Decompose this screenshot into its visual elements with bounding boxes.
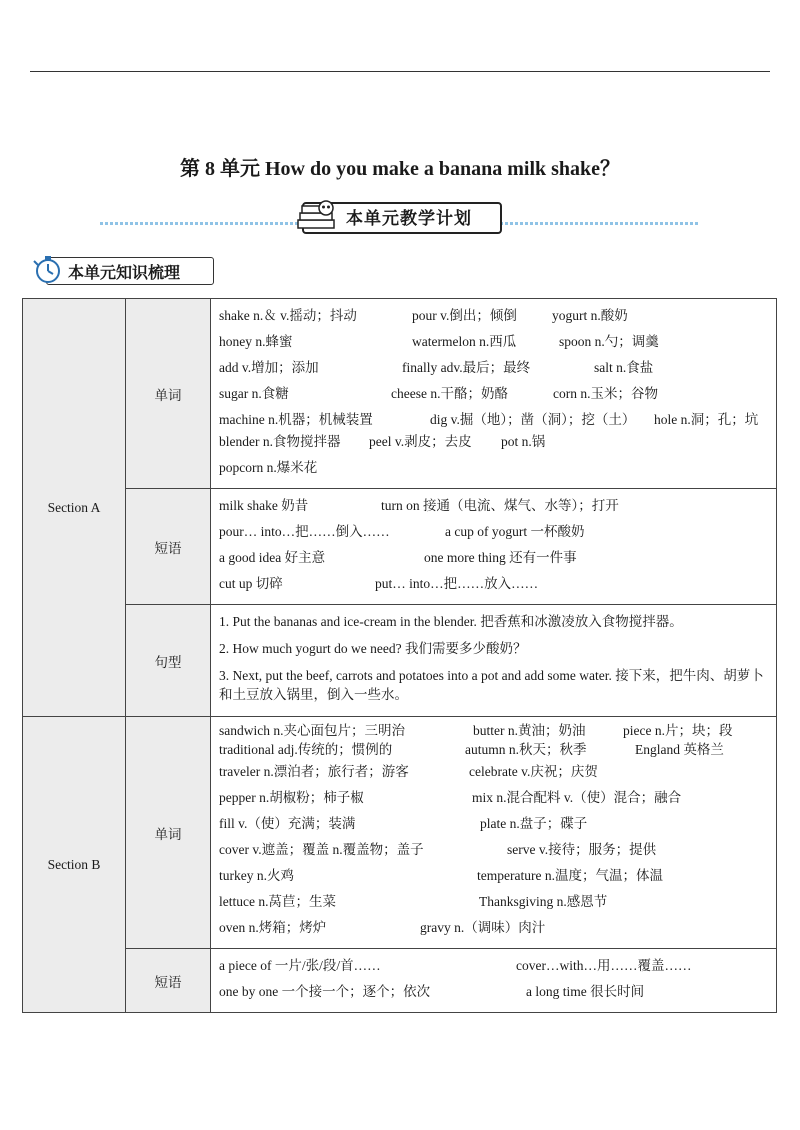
knowledge-section-tag: [30, 253, 214, 285]
entry: milk shake 奶昔: [219, 498, 309, 513]
category-cell: 单词: [126, 717, 211, 949]
entry: machine n.机器；机械装置: [219, 412, 373, 427]
entry: finally adv.最后；最终: [402, 360, 531, 375]
entry: a piece of 一片/张/段/首……: [219, 958, 381, 973]
phrase-line: [219, 982, 768, 1001]
entry: oven n.烤箱；烤炉: [219, 920, 327, 935]
entry: traveler n.漂泊者；旅行者；游客: [219, 764, 409, 779]
entry: hole n.洞；孔；坑: [654, 412, 759, 427]
entry: lettuce n.莴苣；生菜: [219, 894, 336, 909]
entry: temperature n.温度；气温；体温: [477, 868, 663, 883]
entry: cover v.遮盖；覆盖 n.覆盖物；盖子: [219, 842, 424, 857]
section-b-cell: Section B: [23, 717, 126, 1013]
table-row: [23, 605, 777, 717]
page-title: 第 8 单元 How do you make a banana milk shake？: [179, 158, 621, 180]
word-line: [219, 740, 768, 759]
entry: spoon n.勺；调羹: [559, 334, 659, 349]
sentence: 1. Put the bananas and ice-cream in the blender. 把香蕉和冰激凌放入食物搅拌器。: [219, 614, 683, 629]
table-row: [23, 949, 777, 1013]
entry: England 英格兰: [635, 742, 724, 757]
word-line: [219, 332, 768, 351]
entry: pepper n.胡椒粉；柿子椒: [219, 790, 364, 805]
entry: sandwich n.夹心面包片；三明治: [219, 723, 405, 738]
word-line: [219, 306, 768, 325]
entry: cheese n.干酪；奶酪: [391, 386, 508, 401]
table-row: [23, 717, 777, 949]
word-line: [219, 358, 768, 377]
entry: peel v.剥皮；去皮: [369, 434, 472, 449]
entry: sugar n.食糖: [219, 386, 289, 401]
entry: one by one 一个接一个；逐个；依次: [219, 984, 431, 999]
entry: honey n.蜂蜜: [219, 334, 293, 349]
section-a-cell: Section A: [23, 299, 126, 717]
entry: popcorn n.爆米花: [219, 460, 318, 475]
category-cell: 单词: [126, 299, 211, 489]
entry: pour v.倒出；倾倒: [412, 308, 517, 323]
words-content: [211, 717, 777, 949]
phrase-line: [219, 522, 768, 541]
table-row: [23, 489, 777, 605]
word-line: [219, 432, 768, 451]
table-row: [23, 299, 777, 489]
word-line: [219, 762, 768, 781]
entry: celebrate v.庆祝；庆贺: [469, 764, 598, 779]
entry: fill v.（使）充满；装满: [219, 816, 356, 831]
word-line: [219, 840, 768, 859]
phrases-content: [211, 949, 777, 1013]
phrase-line: [219, 574, 768, 593]
entry: serve v.接待；服务；提供: [507, 842, 657, 857]
entry: corn n.玉米；谷物: [553, 386, 658, 401]
word-line: [219, 721, 768, 740]
entry: one more thing 还有一件事: [424, 550, 577, 565]
entry: plate n.盘子；碟子: [480, 816, 588, 831]
banner-label: 本单元教学计划: [346, 209, 472, 229]
knowledge-table: [22, 298, 777, 1013]
phrase-line: [219, 496, 768, 515]
word-line: [219, 410, 768, 429]
entry: piece n.片；块；段: [623, 723, 733, 738]
entry: gravy n.（调味）肉汁: [420, 920, 546, 935]
word-line: [219, 458, 768, 477]
banner-dotted-line-right: [500, 222, 700, 225]
word-line: [219, 788, 768, 807]
entry: dig v.掘（地）；凿（洞）；挖（土）: [430, 412, 636, 427]
entry: turkey n.火鸡: [219, 868, 294, 883]
books-owl-icon: [296, 200, 338, 232]
entry: a cup of yogurt 一杯酸奶: [445, 524, 585, 539]
sentences-content: [211, 605, 777, 717]
entry: add v.增加；添加: [219, 360, 319, 375]
entry: butter n.黄油；奶油: [473, 723, 586, 738]
entry: autumn n.秋天；秋季: [465, 742, 587, 757]
entry: blender n.食物搅拌器: [219, 434, 341, 449]
word-line: [219, 892, 768, 911]
category-cell: 短语: [126, 489, 211, 605]
category-cell: 句型: [126, 605, 211, 717]
phrase-line: [219, 956, 768, 975]
entry: salt n.食盐: [594, 360, 654, 375]
entry: mix n.混合配料 v.（使）混合；融合: [472, 790, 682, 805]
word-line: [219, 866, 768, 885]
entry: cover…with…用……覆盖……: [516, 958, 692, 973]
words-content: [211, 299, 777, 489]
phrases-content: [211, 489, 777, 605]
entry: yogurt n.酸奶: [552, 308, 628, 323]
entry: put… into…把……放入……: [375, 576, 539, 591]
stopwatch-icon: [30, 253, 66, 285]
word-line: [219, 814, 768, 833]
entry: a good idea 好主意: [219, 550, 326, 565]
section-tag-label: 本单元知识梳理: [68, 263, 181, 282]
top-rule: [30, 71, 770, 72]
category-cell: 短语: [126, 949, 211, 1013]
entry: Thanksgiving n.感恩节: [479, 894, 608, 909]
teaching-plan-banner: [100, 200, 700, 236]
sentence: 3. Next, put the beef, carrots and potatoes into a pot and add some water. 接下来，把牛肉、胡萝卜和土豆放入锅里，倒入一些水。: [219, 668, 764, 702]
phrase-line: [219, 548, 768, 567]
word-line: [219, 384, 768, 403]
entry: watermelon n.西瓜: [412, 334, 517, 349]
word-line: [219, 918, 768, 937]
entry: turn on 接通（电流、煤气、水等）；打开: [381, 498, 619, 513]
entry: pot n.锅: [501, 434, 546, 449]
entry: cut up 切碎: [219, 576, 283, 591]
entry: pour… into…把……倒入……: [219, 524, 390, 539]
sentence: 2. How much yogurt do we need? 我们需要多少酸奶？: [219, 641, 527, 656]
entry: shake n.＆ v.摇动；抖动: [219, 308, 357, 323]
entry: traditional adj.传统的；惯例的: [219, 742, 393, 757]
entry: a long time 很长时间: [526, 984, 645, 999]
